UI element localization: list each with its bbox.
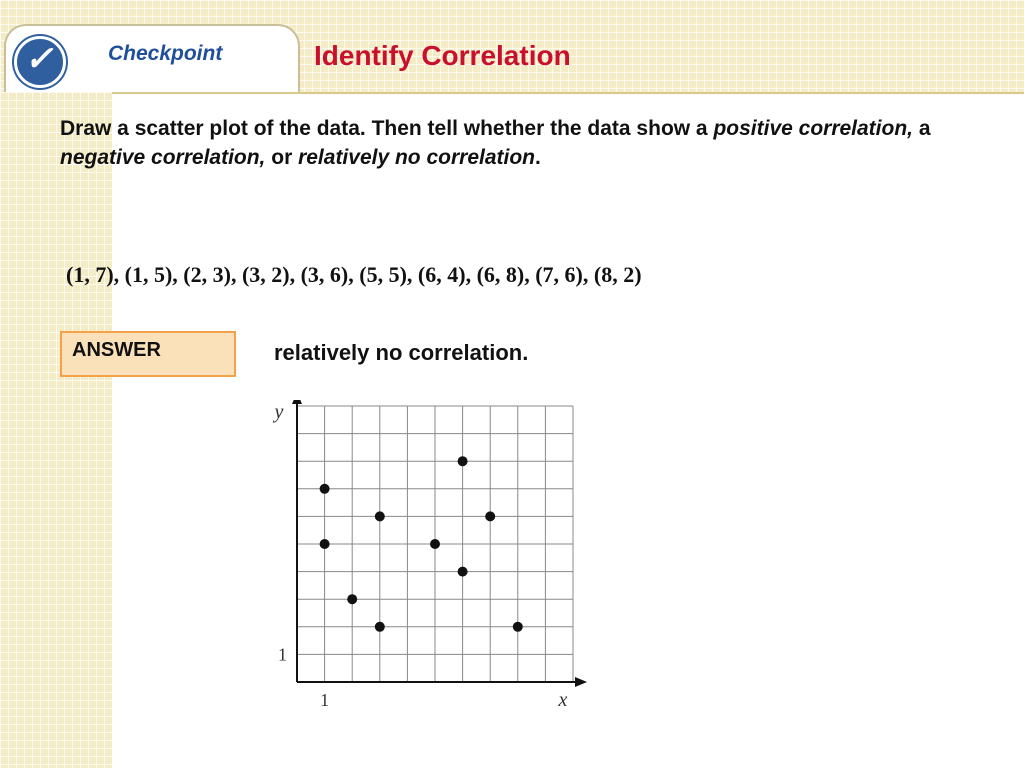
data-point bbox=[513, 622, 523, 632]
instructions-text-2: a bbox=[913, 117, 931, 140]
y-tick-label: 1 bbox=[278, 644, 287, 665]
data-point bbox=[430, 539, 440, 549]
instructions-text-3: or bbox=[265, 146, 299, 169]
term-negative: negative correlation, bbox=[60, 146, 266, 169]
term-positive: positive correlation, bbox=[713, 117, 914, 140]
x-tick-label: 1 bbox=[320, 690, 330, 710]
x-axis-arrow bbox=[575, 677, 587, 687]
plot-labels bbox=[273, 401, 568, 711]
data-point bbox=[375, 511, 385, 521]
data-point bbox=[458, 567, 468, 577]
y-axis-arrow bbox=[292, 400, 302, 404]
checkpoint-label: Checkpoint bbox=[108, 42, 223, 65]
problem-instructions bbox=[60, 114, 980, 172]
data-point bbox=[458, 456, 468, 466]
left-decor-strip bbox=[0, 92, 112, 768]
data-point bbox=[485, 511, 495, 521]
checkmark-icon: ✓ bbox=[24, 40, 54, 78]
data-points-list: (1, 7), (1, 5), (2, 3), (3, 2), (3, 6), (5, 5), (6, 4), (6, 8), (7, 6), (8, 2) bbox=[66, 262, 642, 287]
answer-text: relatively no correlation. bbox=[274, 340, 529, 365]
data-point bbox=[375, 622, 385, 632]
scatter-plot bbox=[260, 400, 590, 720]
term-none: relatively no correlation bbox=[298, 146, 535, 169]
answer-label: ANSWER bbox=[72, 339, 161, 361]
y-axis-label: y bbox=[274, 401, 284, 423]
instructions-text-4: . bbox=[535, 146, 541, 169]
data-point bbox=[347, 594, 357, 604]
page-title: Identify Correlation bbox=[314, 40, 571, 71]
data-point bbox=[320, 484, 330, 494]
x-axis-label: x bbox=[558, 689, 568, 711]
data-point bbox=[320, 539, 330, 549]
instructions-text-1: Draw a scatter plot of the data. Then tell whether the data show a bbox=[60, 117, 714, 140]
